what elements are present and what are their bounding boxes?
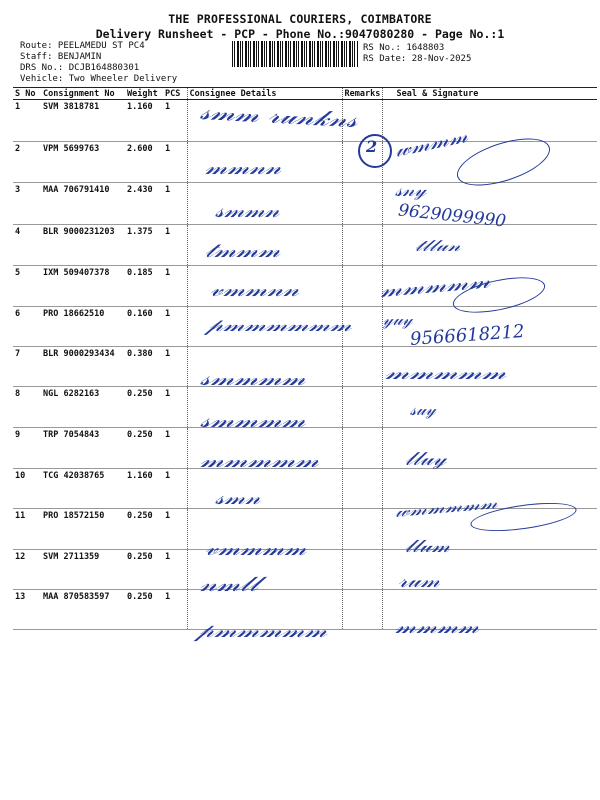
- table-row: [13, 225, 597, 266]
- cell-remarks: [342, 387, 382, 428]
- handwritten-signature-3: 𝓈𝓃𝓎: [395, 180, 426, 201]
- cell-consignment-no: TCG 42038765: [41, 469, 125, 509]
- cell-sno: 4: [13, 225, 41, 266]
- cell-sno: 9: [13, 428, 41, 469]
- cell-weight: 0.250: [125, 590, 163, 630]
- barcode-image: [232, 41, 358, 67]
- handwritten-signature-12: 𝓇𝓊𝓂: [398, 570, 440, 592]
- col-header-sno: S No: [13, 88, 41, 100]
- cell-weight: 1.160: [125, 100, 163, 142]
- cell-consignment-no: IXM 509407378: [41, 266, 125, 307]
- handwritten-name-13: 𝓅𝓂𝓂𝓂𝓂𝓂: [195, 620, 327, 642]
- cell-remarks: [342, 550, 382, 590]
- sheet-title: Delivery Runsheet - PCP - Phone No.:9047080280 - Page No.:1: [95, 27, 505, 41]
- cell-weight: 0.380: [125, 347, 163, 387]
- cell-remarks: [342, 509, 382, 550]
- handwritten-name-4: 𝓉𝓂𝓂𝓂: [205, 238, 281, 262]
- cell-remarks: [342, 428, 382, 469]
- cell-sno: 11: [13, 509, 41, 550]
- handwritten-signature-6: 𝓎𝓊𝓎: [383, 310, 413, 330]
- cell-weight: 0.250: [125, 509, 163, 550]
- cell-consignment-no: NGL 6282163: [41, 387, 125, 428]
- col-header-pcs: PCS: [163, 88, 187, 100]
- handwritten-name-11: 𝓋𝓂𝓂𝓂𝓂: [205, 536, 307, 560]
- handwritten-signature-2: 𝓌𝓂𝓂𝓂: [392, 124, 470, 162]
- handwritten-name-6: 𝓅𝓂𝓂𝓂𝓂𝓂𝓂: [205, 315, 352, 336]
- company-name: THE PROFESSIONAL COURIERS, COIMBATORE: [168, 12, 432, 26]
- cell-sno: 5: [13, 266, 41, 307]
- handwritten-phone-1: 9629099990: [397, 200, 507, 232]
- cell-weight: 0.250: [125, 550, 163, 590]
- table-row: [13, 469, 597, 509]
- cell-pcs: 1: [163, 225, 187, 266]
- handwritten-signature-8: 𝓈𝓊𝓎: [410, 400, 436, 420]
- cell-pcs: 1: [163, 550, 187, 590]
- table-row: [13, 183, 597, 225]
- cell-consignment-no: TRP 7054843: [41, 428, 125, 469]
- cell-consignment-no: PRO 18572150: [41, 509, 125, 550]
- cell-weight: 0.250: [125, 428, 163, 469]
- handwritten-signature-10: 𝓌𝓂𝓂𝓂𝓂𝓂: [394, 493, 499, 521]
- cell-pcs: 1: [163, 183, 187, 225]
- route-info: Route: PEELAMEDU ST PC4: [20, 41, 145, 51]
- handwritten-signature-9: 𝓁𝓁𝓊𝓎: [405, 448, 447, 470]
- cell-sno: 7: [13, 347, 41, 387]
- col-header-signature: Seal & Signature: [382, 88, 597, 100]
- vehicle-info: Vehicle: Two Wheeler Delivery: [20, 74, 178, 84]
- cell-sno: 13: [13, 590, 41, 630]
- cell-remarks: [342, 347, 382, 387]
- handwritten-name-5: 𝓋𝓂𝓂𝓃𝓃: [210, 277, 300, 301]
- cell-sno: 6: [13, 307, 41, 347]
- cell-consignment-no: MAA 870583597: [41, 590, 125, 630]
- handwritten-name-1: 𝓈𝓂𝓂 𝓇𝓊𝓃𝓀𝓃𝓈: [199, 100, 358, 134]
- handwritten-signature-7: 𝓂𝓂𝓂𝓂𝓂: [385, 362, 506, 384]
- staff-info: Staff: BENJAMIN: [20, 52, 102, 62]
- cell-weight: 0.160: [125, 307, 163, 347]
- rs-date: RS Date: 28-Nov-2025: [363, 54, 472, 64]
- cell-pcs: 1: [163, 100, 187, 142]
- handwritten-mark-2: 2: [366, 137, 378, 156]
- cell-sno: 1: [13, 100, 41, 142]
- cell-consignment-no: BLR 9000293434: [41, 347, 125, 387]
- cell-remarks: [342, 266, 382, 307]
- handwritten-name-12: 𝓃𝓂𝓁𝓁: [200, 572, 259, 596]
- handwritten-signature-13: 𝓂𝓂𝓂𝓂: [395, 616, 479, 638]
- handwritten-name-2: 𝓂𝓂𝓃𝓃: [205, 155, 282, 179]
- cell-pcs: 1: [163, 387, 187, 428]
- cell-remarks: [342, 469, 382, 509]
- cell-pcs: 1: [163, 590, 187, 630]
- cell-pcs: 1: [163, 428, 187, 469]
- handwritten-signature-5: 𝓂𝓂𝓂𝓂𝓂: [378, 268, 492, 302]
- handwritten-name-9: 𝓂𝓂𝓂𝓂𝓂: [200, 448, 319, 472]
- cell-pcs: 1: [163, 469, 187, 509]
- cell-consignment-no: VPM 5699763: [41, 142, 125, 183]
- handwritten-signature-4: 𝓉𝓁𝓁𝓊𝓃: [415, 236, 461, 255]
- cell-weight: 0.250: [125, 387, 163, 428]
- cell-pcs: 1: [163, 509, 187, 550]
- handwritten-name-8: 𝓈𝓂𝓂𝓂𝓂: [200, 408, 306, 432]
- cell-pcs: 1: [163, 142, 187, 183]
- drs-number: DRS No.: DCJB164880301: [20, 63, 140, 73]
- col-header-consignment: Consignment No: [41, 88, 125, 100]
- cell-consignment-no: MAA 706791410: [41, 183, 125, 225]
- cell-sno: 8: [13, 387, 41, 428]
- handwritten-name-3: 𝓈𝓂𝓂𝓃: [215, 198, 280, 222]
- cell-consignment-no: SVM 2711359: [41, 550, 125, 590]
- handwritten-phone-2: 9566618212: [409, 321, 526, 350]
- handwritten-signature-11: 𝓁𝓁𝓊𝓂: [405, 536, 450, 557]
- cell-consignment-no: SVM 3818781: [41, 100, 125, 142]
- cell-consignee-details: [187, 469, 342, 509]
- cell-pcs: 1: [163, 266, 187, 307]
- cell-pcs: 1: [163, 307, 187, 347]
- cell-weight: 1.160: [125, 469, 163, 509]
- table-header-row: [13, 88, 597, 100]
- cell-weight: 1.375: [125, 225, 163, 266]
- handwritten-name-7: 𝓈𝓂𝓂𝓂𝓂: [200, 366, 306, 390]
- cell-weight: 0.185: [125, 266, 163, 307]
- cell-weight: 2.600: [125, 142, 163, 183]
- cell-sno: 3: [13, 183, 41, 225]
- cell-remarks: [342, 590, 382, 630]
- cell-sno: 2: [13, 142, 41, 183]
- cell-consignment-no: PRO 18662510: [41, 307, 125, 347]
- handwritten-name-10: 𝓈𝓂𝓃: [215, 487, 261, 509]
- cell-remarks: [342, 225, 382, 266]
- cell-pcs: 1: [163, 347, 187, 387]
- col-header-remarks: Remarks: [342, 88, 382, 100]
- cell-consignment-no: BLR 9000231203: [41, 225, 125, 266]
- cell-sno: 10: [13, 469, 41, 509]
- rs-number: RS No.: 1648803: [363, 43, 445, 53]
- col-header-consignee: Consignee Details: [187, 88, 342, 100]
- cell-sno: 12: [13, 550, 41, 590]
- cell-remarks: [342, 183, 382, 225]
- cell-weight: 2.430: [125, 183, 163, 225]
- col-header-weight: Weight: [125, 88, 163, 100]
